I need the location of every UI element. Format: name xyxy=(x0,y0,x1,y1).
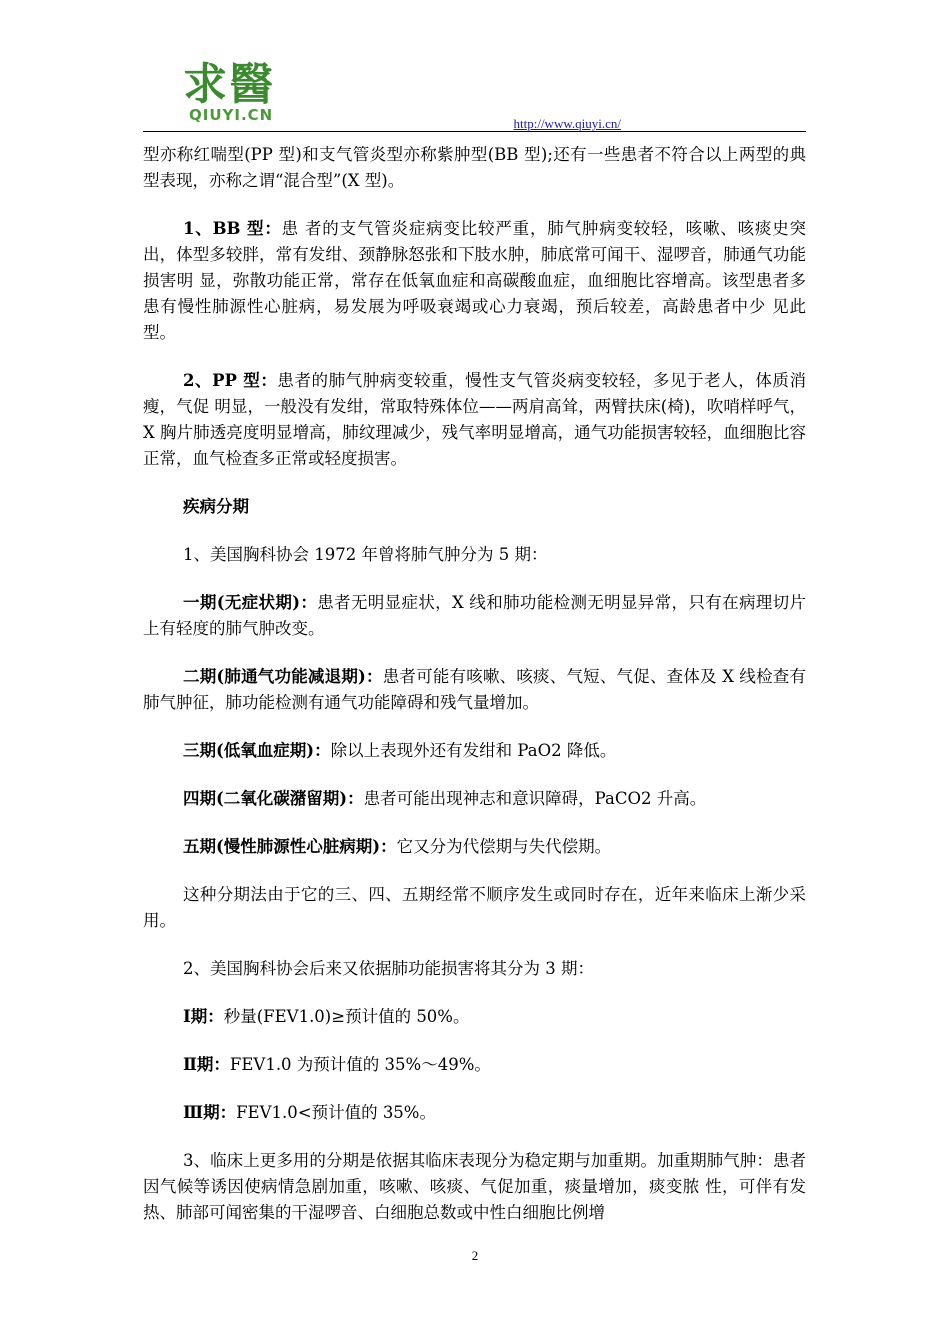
fev-stage3-paragraph xyxy=(143,1100,806,1126)
page-header xyxy=(143,40,806,132)
fev-stage2-text: FEV1.0 为预计值的 35%～49%。 xyxy=(229,1055,491,1074)
stage5-label: 五期(慢性肺源性心脏病期)： xyxy=(183,837,397,856)
stage3-label: 三期(低氧血症期)： xyxy=(183,741,331,760)
staging2-intro: 2、美国胸科协会后来又依据肺功能损害将其分为 3 期： xyxy=(183,959,594,978)
logo-english-text: QIUYI.CN xyxy=(189,106,274,124)
staging1-intro: 1、美国胸科协会 1972 年曾将肺气肿分为 5 期： xyxy=(183,545,548,564)
fev-stage1-label: Ⅰ期： xyxy=(183,1007,224,1026)
bb-type-label: 1、BB 型： xyxy=(183,219,282,238)
bb-type-text: 患 者的支气管炎症病变比较严重，肺气肿病变较轻，咳嗽、咳痰史突出，体型多较胖，常有发绀、颈静脉怒张和下肢水肿，肺底常可闻干、湿啰音，肺通气功能损害明 显，弥散功能正常，常存在低氧血症和高碳酸血症，血细胞比容增高。该型患者多患有慢性肺源性心脏病，易发展为呼吸衰竭或心力衰竭，预后较差，高龄患者中少 见此型。 xyxy=(143,219,806,342)
qiuyi-logo xyxy=(183,48,333,130)
logo-chinese-text: 求醫 xyxy=(183,59,275,110)
fev-stage3-text: FEV1.0<预计值的 35%。 xyxy=(236,1103,436,1122)
document-body xyxy=(143,142,806,1248)
bb-type-paragraph xyxy=(143,216,806,346)
fev-stage3-label: Ⅲ期： xyxy=(183,1103,237,1122)
staging3-paragraph: 3、临床上更多用的分期是依据其临床表现分为稳定期与加重期。加重期肺气肿：患者因气候等诱因使病情急剧加重，咳嗽、咳痰、气促加重，痰量增加，痰变脓 性，可伴有发热、肺部可闻密集的干湿啰音、白细胞总数或中性白细胞比例增 xyxy=(143,1151,806,1222)
stage5-paragraph xyxy=(143,834,806,860)
stage2-paragraph xyxy=(143,664,806,716)
pp-type-label: 2、PP 型： xyxy=(183,371,278,390)
stage2-text: 患者可能有咳嗽、咳痰、气短、气促、查体及 X 线检查有肺气肿征，肺功能检测有通气功能障碍和残气量增加。 xyxy=(143,667,806,712)
staging-heading: 疾病分期 xyxy=(183,497,249,516)
page-number: 2 xyxy=(471,1248,479,1263)
stage4-paragraph xyxy=(143,786,806,812)
stage3-text: 除以上表现外还有发绀和 PaO2 降低。 xyxy=(330,741,617,760)
stage4-text: 患者可能出现神志和意识障碍，PaCO2 升高。 xyxy=(363,789,707,808)
stage1-paragraph xyxy=(143,590,806,642)
pp-type-paragraph xyxy=(143,368,806,472)
fev-stage1-text: 秒量(FEV1.0)≥预计值的 50%。 xyxy=(223,1007,470,1026)
stage5-text: 它又分为代偿期与失代偿期。 xyxy=(396,837,612,856)
stage3-paragraph xyxy=(143,738,806,764)
header-divider xyxy=(143,131,806,132)
stage2-label: 二期(肺通气功能减退期)： xyxy=(183,667,383,686)
stage4-label: 四期(二氧化碳潴留期)： xyxy=(183,789,364,808)
fev-stage2-paragraph xyxy=(143,1052,806,1078)
site-url-link[interactable]: http://www.qiuyi.cn/ xyxy=(513,116,621,131)
staging1-note: 这种分期法由于它的三、四、五期经常不顺序发生或同时存在，近年来临床上渐少采用。 xyxy=(143,885,806,930)
stage1-text: 患者无明显症状，X 线和肺功能检测无明显异常，只有在病理切片上有轻度的肺气肿改变。 xyxy=(143,593,806,638)
intro-paragraph: 型亦称红喘型(PP 型)和支气管炎型亦称紫肿型(BB 型);还有一些患者不符合以上两型的典型表现，亦称之谓“混合型”(X 型)。 xyxy=(143,145,806,190)
stage1-label: 一期(无症状期)： xyxy=(183,593,318,612)
pp-type-text: 患者的肺气肿病变较重，慢性支气管炎病变较轻，多见于老人，体质消瘦，气促 明显，一般没有发绀，常取特殊体位——两肩高耸，两臂扶床(椅)，吹哨样呼气，X 胸片肺透亮度明显增高，肺纹理减少，残气率明显增高，通气功能损害较轻，血细胞比容正常，血气检查多正常或轻度损害。 xyxy=(143,371,806,468)
fev-stage1-paragraph xyxy=(143,1004,806,1030)
fev-stage2-label: Ⅱ期： xyxy=(183,1055,230,1074)
